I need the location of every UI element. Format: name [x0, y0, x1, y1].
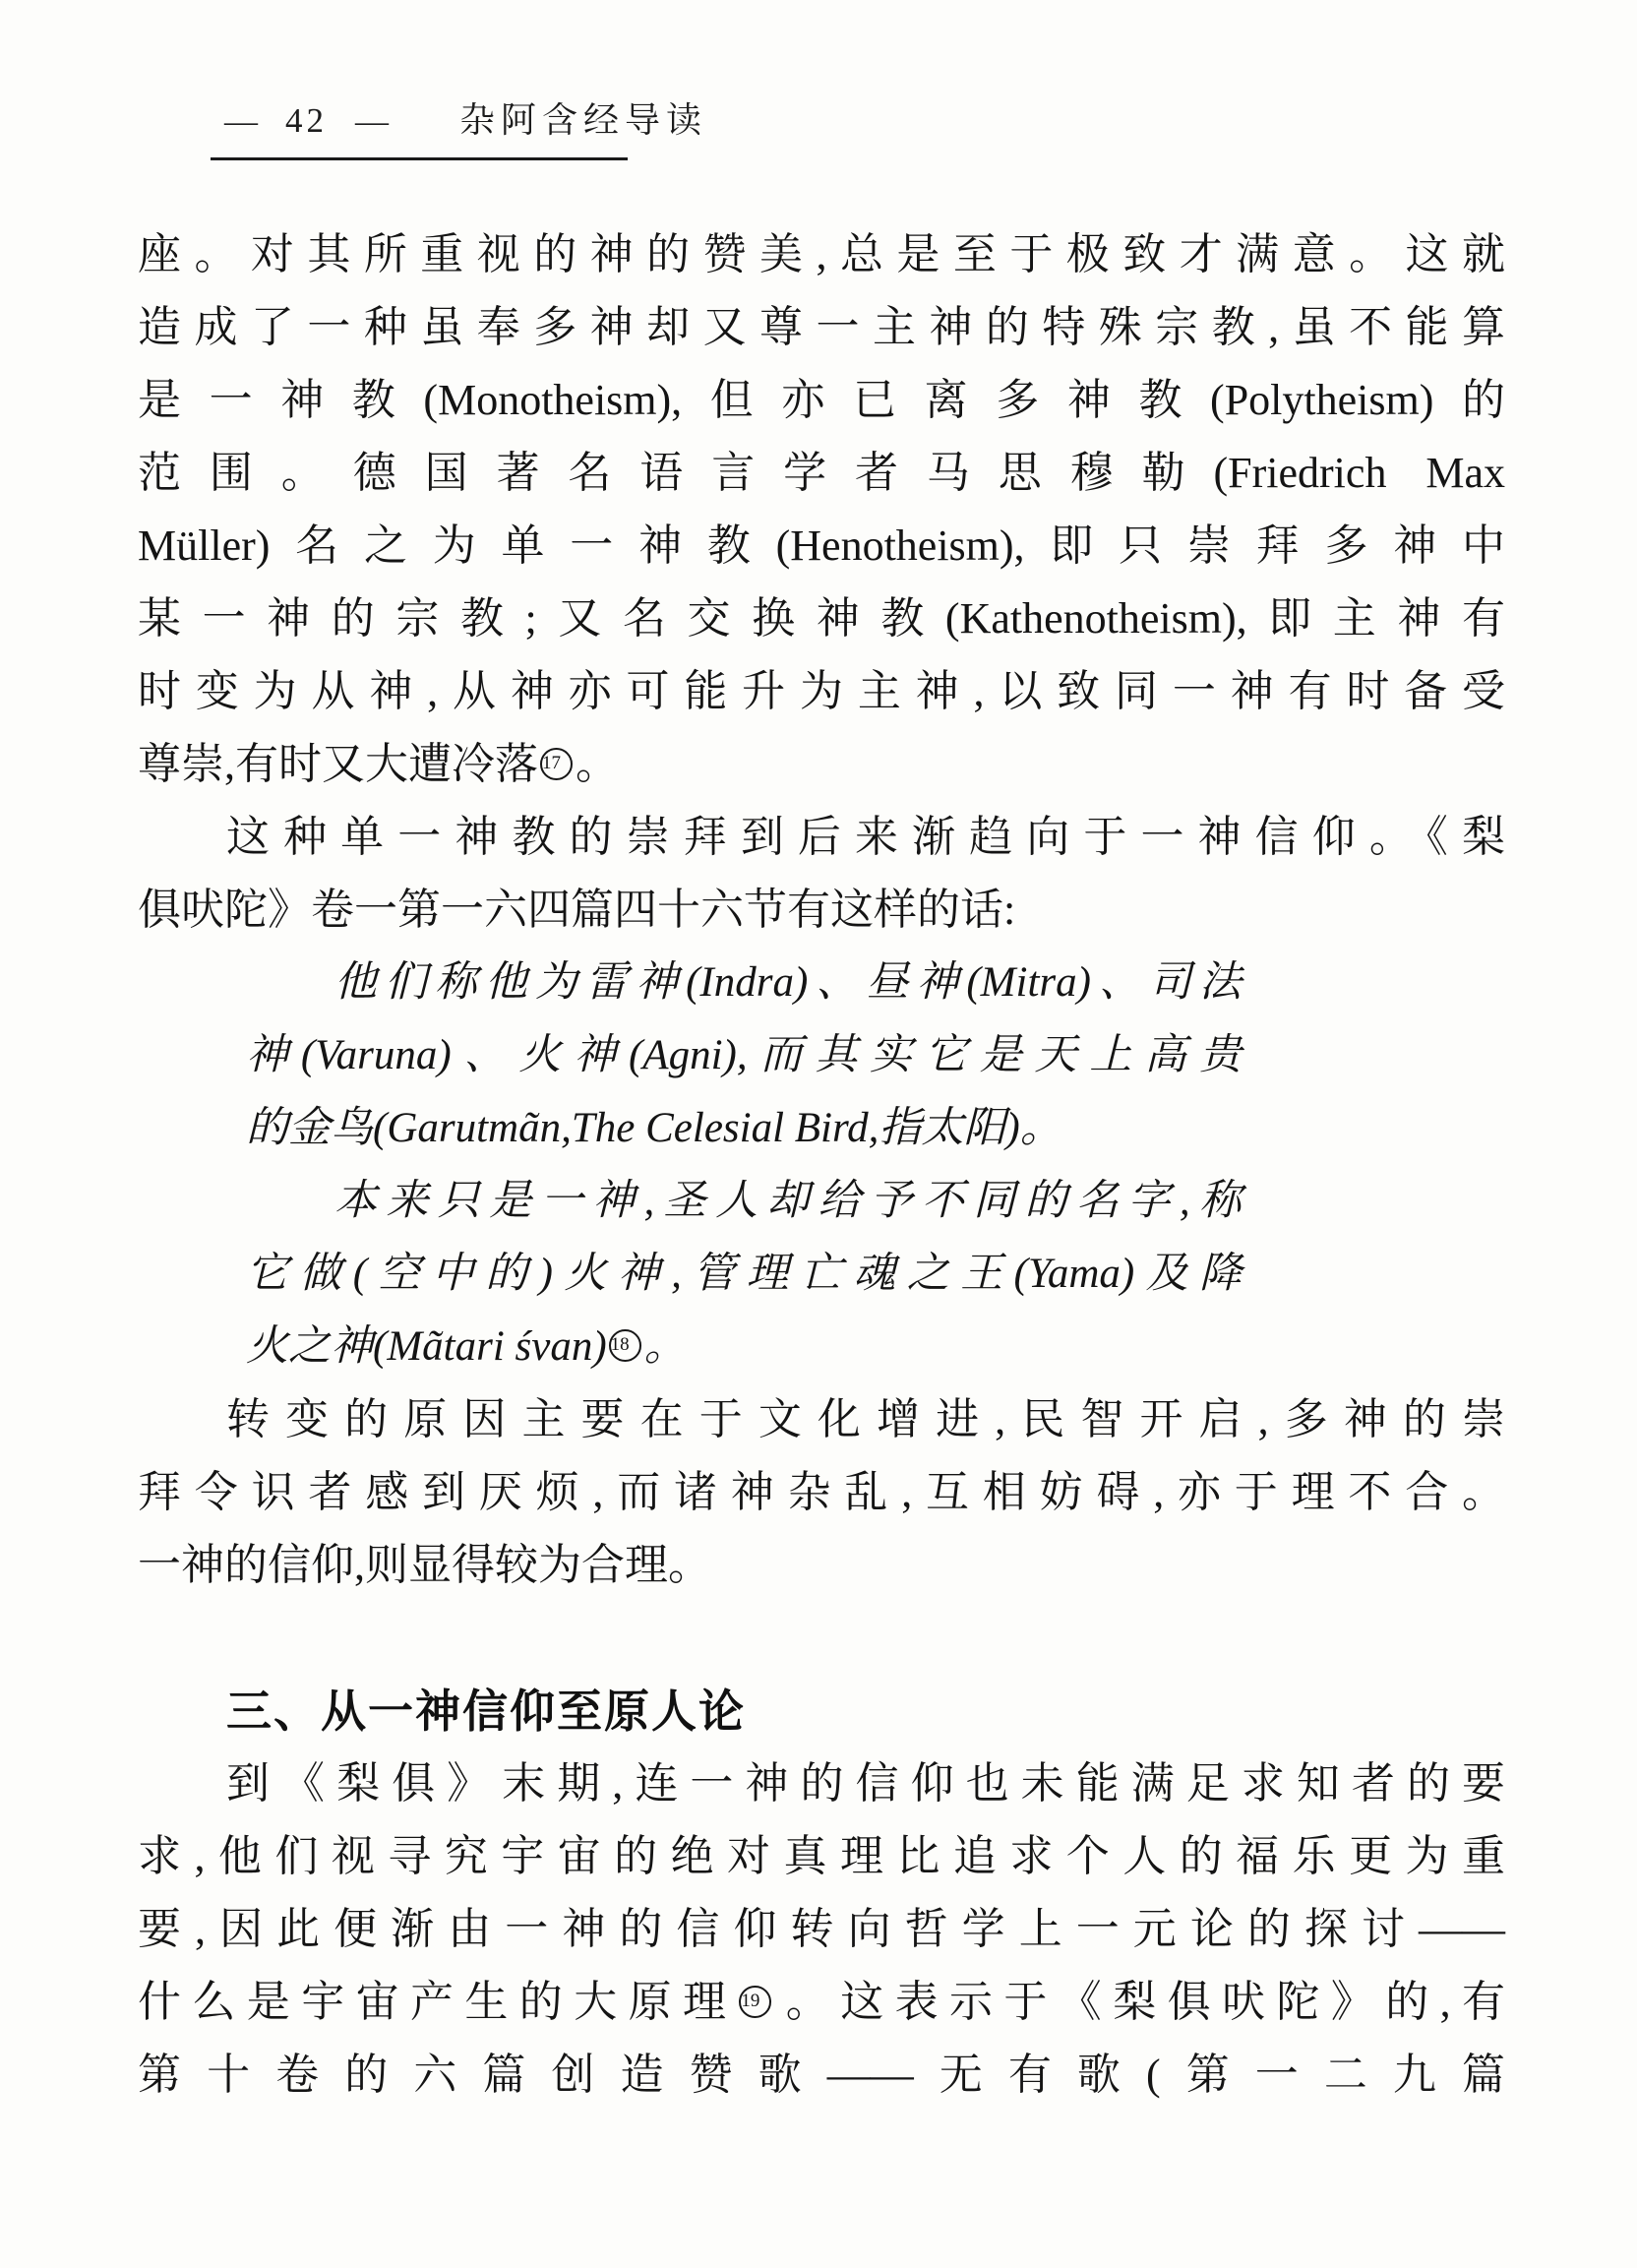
- text-line: 到《梨俱》末期,连一神的信仰也未能满足求知者的要: [226, 1759, 1505, 1808]
- verse-quote-2: [246, 1165, 1242, 1383]
- text-line: 转变的原因主要在于文化增进,民智开启,多神的崇: [226, 1395, 1505, 1443]
- text-line: 造成了一种虽奉多神却又尊一主神的特殊宗教,虽不能算: [138, 303, 1505, 351]
- line-text: 什么是宇宙产生的大原理: [138, 1978, 738, 2026]
- paragraph-3: [138, 1383, 1505, 1602]
- text-line: 时变为从神,从神亦可能升为主神,以致同一神有时备受: [138, 667, 1505, 715]
- text-line: 它做(空中的)火神,管理亡魂之王(Yama)及降: [246, 1251, 1242, 1297]
- line-text: 尊崇,有时又大遭冷落: [138, 740, 538, 788]
- text-line: [246, 1311, 1242, 1383]
- text-line: 的金鸟(Garutmãn,The Celesial Bird,指太阳)。: [246, 1105, 1062, 1151]
- header-rule: [211, 157, 628, 160]
- text-line: 求,他们视寻究宇宙的绝对真理比追求个人的福乐更为重: [138, 1832, 1505, 1880]
- verse-quote-1: [246, 947, 1242, 1165]
- running-header: [224, 92, 707, 143]
- paragraph-2: [138, 801, 1505, 947]
- text-line: [138, 728, 1505, 801]
- text-line: 一神的信仰,则显得较为合理。: [138, 1541, 711, 1589]
- text-line: 拜令识者感到厌烦,而诸神杂乱,互相妨碍,亦于理不合。: [138, 1468, 1505, 1516]
- footnote-marker-19: 19: [739, 1986, 771, 2018]
- header-dash-left: —: [224, 103, 258, 140]
- blank-line: [138, 1602, 1505, 1675]
- line-text: 。: [643, 1323, 687, 1370]
- text-line: 这种单一神教的崇拜到后来渐趋向于一神信仰。《梨: [226, 813, 1505, 861]
- text-line: 本来只是一神,圣人却给予不同的名字,称: [334, 1178, 1242, 1224]
- paragraph-1: [138, 218, 1505, 801]
- header-dash-right: —: [355, 103, 389, 140]
- section-heading: 三、从一神信仰至原人论: [226, 1686, 746, 1737]
- page-number: 42: [285, 101, 328, 140]
- footnote-marker-17: 17: [540, 748, 573, 780]
- text-line: 他们称他为雷神(Indra)、昼神(Mitra)、司法: [334, 959, 1242, 1006]
- line-text: 火之神(Mãtari śvan): [246, 1323, 607, 1370]
- text-line: 俱吠陀》卷一第一六四篇四十六节有这样的话:: [138, 886, 1016, 934]
- text-line: 是一神教(Monotheism),但亦已离多神教(Polytheism)的: [138, 376, 1505, 424]
- text-line: 某一神的宗教;又名交换神教(Kathenotheism),即主神有: [138, 594, 1505, 643]
- text-line: 第十卷的六篇创造赞歌——无有歌(第一二九篇: [138, 2051, 1505, 2099]
- book-title: 杂阿含经导读: [459, 100, 708, 140]
- footnote-marker-18: 18: [609, 1329, 641, 1362]
- paragraph-4: [138, 1747, 1505, 2112]
- page-body: [138, 218, 1505, 2112]
- text-line: [138, 1966, 1505, 2039]
- text-line: Müller)名之为单一神教(Henotheism),即只崇拜多神中: [138, 521, 1505, 570]
- text-line: 范围。德国著名语言学者马思穆勒(Friedrich Max: [138, 449, 1505, 497]
- text-line: 要,因此便渐由一神的信仰转向哲学上一元论的探讨——: [138, 1905, 1505, 1953]
- text-line: 座。对其所重视的神的赞美,总是至于极致才满意。这就: [138, 230, 1505, 278]
- text-line: 神(Varuna)、火神(Agni),而其实它是天上高贵: [246, 1032, 1242, 1078]
- line-text: 。: [576, 740, 619, 788]
- line-text: 。这表示于《梨俱吠陀》的,有: [774, 1978, 1506, 2026]
